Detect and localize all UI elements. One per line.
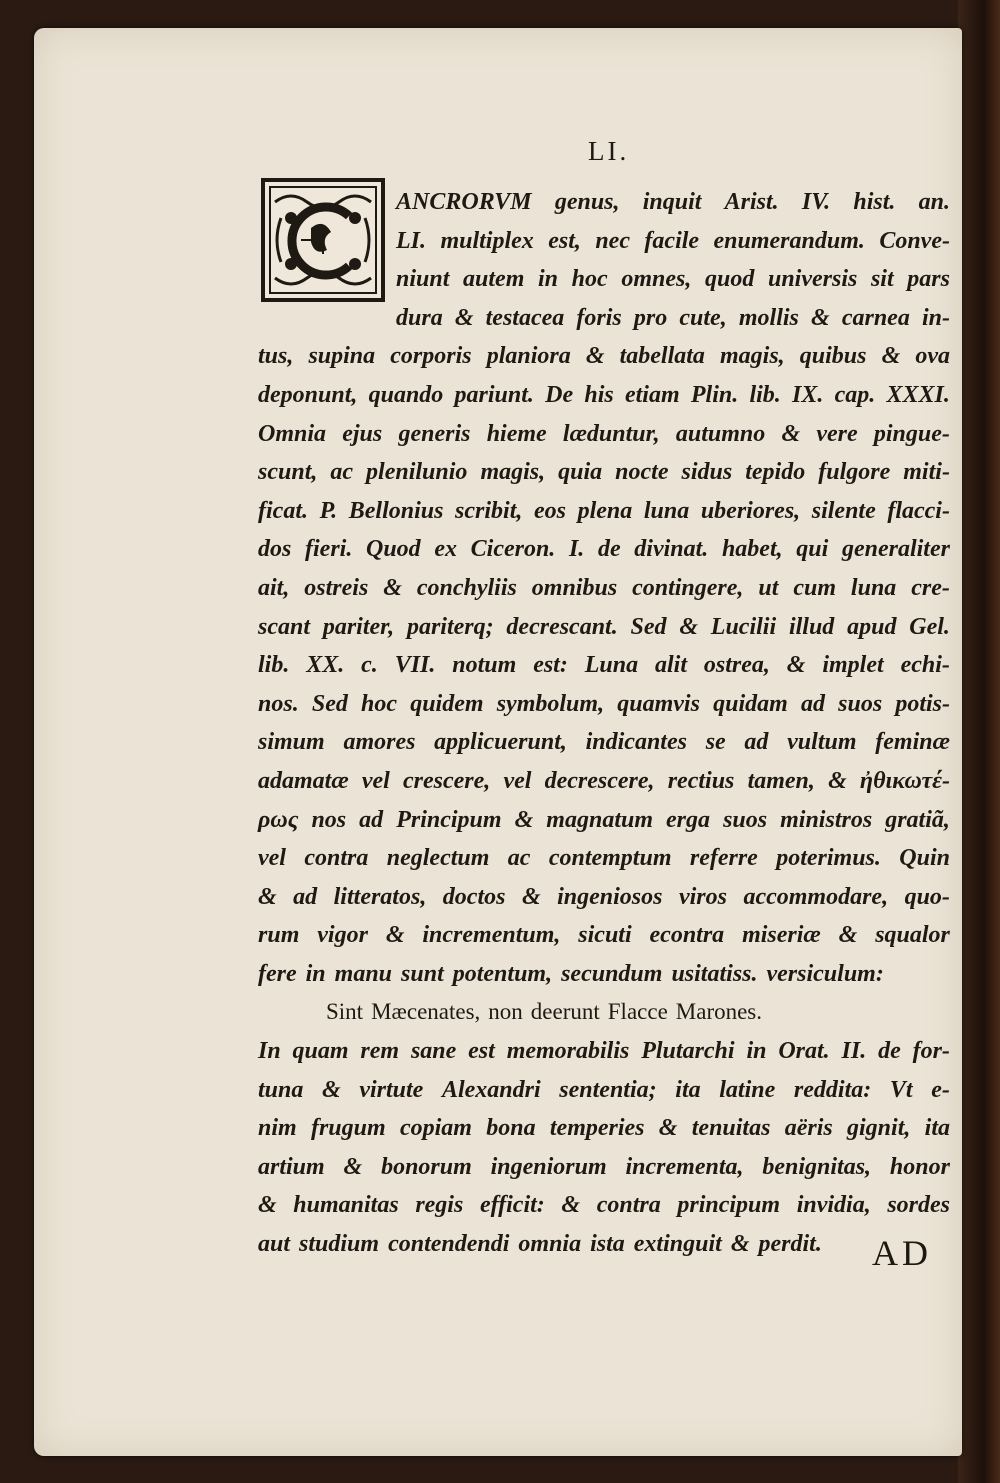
- text-line: [258, 260, 950, 299]
- word: vere: [816, 420, 858, 447]
- verse-line: [258, 993, 950, 1032]
- word: notum: [452, 652, 517, 679]
- word: miseriæ: [742, 922, 821, 949]
- word: Quin: [899, 845, 950, 872]
- text-line: [258, 1071, 950, 1110]
- word: memorabilis: [506, 1038, 630, 1065]
- word: supina: [308, 343, 376, 370]
- word: dura: [396, 304, 443, 331]
- word: mollis: [738, 304, 799, 331]
- word: est,: [548, 227, 581, 254]
- word: tamen,: [747, 767, 815, 794]
- word: &: [385, 922, 405, 949]
- word: &: [838, 922, 858, 949]
- word: potentum,: [452, 960, 553, 987]
- word: Omnia: [258, 420, 327, 447]
- text-line: [258, 1148, 950, 1187]
- text-line: [258, 376, 950, 415]
- word: Arist.: [724, 189, 779, 215]
- word: dos: [258, 536, 292, 563]
- text-line: [258, 530, 950, 569]
- word: autem: [463, 266, 525, 293]
- word: contra: [304, 845, 369, 872]
- word: &: [322, 1076, 341, 1103]
- word: generis: [398, 420, 471, 447]
- word: secundum: [561, 960, 663, 987]
- text-line: [258, 569, 950, 608]
- word: pariterq;: [406, 613, 494, 640]
- word: c.: [361, 652, 378, 679]
- word: VII.: [394, 652, 436, 679]
- word: Vt: [889, 1076, 913, 1103]
- word: silente: [811, 497, 876, 524]
- word: Conve-: [879, 227, 950, 254]
- word: pingue-: [873, 420, 950, 447]
- word: quibus: [799, 343, 867, 370]
- word: reddita:: [793, 1076, 872, 1103]
- page-number: LI.: [588, 136, 630, 166]
- word: quidam: [713, 690, 788, 717]
- word: suos: [838, 690, 883, 717]
- word: applicuerunt,: [434, 729, 567, 756]
- word: doctos: [442, 883, 506, 910]
- word: econtra: [649, 922, 725, 949]
- word: XX.: [306, 652, 345, 679]
- word: tabellata: [619, 343, 705, 370]
- word: cum: [793, 574, 836, 601]
- word: luna: [850, 574, 897, 601]
- word: simum: [258, 729, 325, 756]
- word: carnea: [841, 304, 910, 331]
- body-text: [258, 183, 950, 1264]
- word: magis,: [480, 459, 546, 486]
- word: in: [538, 266, 559, 293]
- word: decrescere,: [544, 767, 655, 794]
- word: ad: [800, 690, 825, 717]
- word: in-: [921, 304, 950, 331]
- word: quando: [368, 381, 444, 408]
- word: LI.: [396, 227, 426, 254]
- word: rem: [360, 1038, 400, 1065]
- word: ad: [359, 806, 384, 833]
- word: aëris: [784, 1115, 833, 1142]
- word: temperies: [549, 1115, 645, 1142]
- word: fere: [258, 960, 297, 987]
- word: pariter,: [322, 613, 395, 640]
- word: usitatiss.: [671, 960, 758, 987]
- word: indicantes: [585, 729, 687, 756]
- word: quia: [558, 459, 603, 486]
- word: &: [786, 652, 806, 679]
- word: deponunt,: [258, 381, 358, 408]
- word: aut: [258, 1231, 291, 1258]
- word: quamvis: [617, 690, 700, 717]
- word: est:: [533, 652, 568, 679]
- word: an.: [918, 189, 950, 215]
- word: I.: [568, 536, 585, 563]
- word: Bellonius: [348, 497, 444, 524]
- word: Gel.: [909, 613, 950, 640]
- word: lib.: [749, 381, 781, 408]
- word: genus,: [554, 189, 620, 215]
- text-line: [258, 916, 950, 955]
- word: sicuti: [578, 922, 632, 949]
- word: ingeniosos: [557, 883, 663, 910]
- word: frugum: [310, 1115, 386, 1142]
- word: symbolum,: [496, 690, 605, 717]
- word: apud: [847, 613, 897, 640]
- word: facile: [644, 227, 700, 254]
- word: in: [746, 1038, 767, 1065]
- word: magis,: [720, 343, 785, 370]
- word: uberiores,: [700, 497, 801, 524]
- word: enumerandum.: [713, 227, 865, 254]
- word: Marones.: [675, 999, 763, 1025]
- word: IX.: [792, 381, 824, 408]
- word: vel: [361, 767, 390, 794]
- word: squalor: [875, 922, 950, 949]
- text-line: [258, 183, 950, 222]
- word: planiora: [486, 343, 571, 370]
- text-line: [258, 1225, 950, 1264]
- text-line: [258, 955, 950, 994]
- word: tepido: [745, 459, 806, 486]
- word: copiam: [399, 1115, 472, 1142]
- text-line: [258, 299, 950, 338]
- text-line: [258, 839, 950, 878]
- word: viros: [678, 883, 727, 910]
- word: ostreis: [304, 574, 369, 601]
- word: Mæcenates,: [371, 999, 481, 1025]
- word: ac: [330, 459, 354, 486]
- word: &: [881, 343, 901, 370]
- word: divinat.: [634, 536, 709, 563]
- word: &: [521, 883, 541, 910]
- word: tenuitas: [691, 1115, 771, 1142]
- word: extinguit: [633, 1231, 722, 1258]
- word: contemptum: [548, 845, 672, 872]
- word: quam: [292, 1038, 349, 1065]
- text-line: [258, 801, 950, 840]
- word: studium: [299, 1231, 380, 1258]
- word: Sed: [311, 690, 348, 717]
- word: sententia;: [559, 1076, 657, 1103]
- word: ANCRORVM: [396, 189, 532, 215]
- word: efficit:: [479, 1192, 545, 1219]
- word: ejus: [342, 420, 383, 447]
- word: scribit,: [455, 497, 523, 524]
- word: gratiã,: [885, 806, 950, 833]
- word: suos: [723, 806, 768, 833]
- word: &: [679, 613, 698, 640]
- word: ita: [924, 1115, 950, 1142]
- word: ad: [293, 883, 318, 910]
- word: poterimus.: [776, 845, 881, 872]
- word: Quod: [365, 536, 421, 563]
- word: ac: [507, 845, 531, 872]
- word: manu: [334, 960, 393, 987]
- word: sordes: [887, 1192, 950, 1219]
- word: Orat.: [778, 1038, 830, 1065]
- word: autumno: [675, 420, 766, 447]
- word: In: [258, 1038, 281, 1065]
- word: &: [781, 420, 801, 447]
- text-line: [258, 878, 950, 917]
- text-line: [258, 415, 950, 454]
- word: virtute: [359, 1076, 424, 1103]
- word: feminæ: [875, 729, 950, 756]
- word: habet,: [721, 536, 783, 563]
- word: versiculum:: [766, 960, 884, 987]
- word: est: [468, 1038, 495, 1065]
- word: in: [305, 960, 326, 987]
- word: Flacce: [607, 999, 668, 1025]
- word: cap.: [834, 381, 876, 408]
- word: conchyliis: [416, 574, 517, 601]
- word: corporis: [390, 343, 472, 370]
- word: non: [488, 999, 523, 1025]
- word: honor: [889, 1153, 950, 1180]
- word: contendendi: [388, 1231, 510, 1258]
- word: decrescant.: [506, 613, 618, 640]
- word: hieme: [486, 420, 547, 447]
- word: plena: [577, 497, 633, 524]
- word: P.: [319, 497, 338, 524]
- word: ad: [744, 729, 769, 756]
- word: &: [730, 1231, 750, 1258]
- word: ita: [675, 1076, 701, 1103]
- word: e-: [931, 1076, 950, 1103]
- word: ex: [434, 536, 457, 563]
- text-line: [258, 492, 950, 531]
- word: gignit,: [847, 1115, 911, 1142]
- word: qui: [796, 536, 829, 563]
- word: ficat.: [258, 497, 308, 524]
- word: nim: [258, 1115, 297, 1142]
- word: sunt: [401, 960, 444, 987]
- word: Lucilii: [710, 613, 777, 640]
- word: vigor: [317, 922, 368, 949]
- word: fieri.: [305, 536, 353, 563]
- word: Sed: [630, 613, 667, 640]
- word: contingere,: [632, 574, 744, 601]
- word: amores: [343, 729, 416, 756]
- word: &: [258, 1192, 277, 1219]
- word: omnia: [518, 1231, 582, 1258]
- word: nos.: [258, 690, 299, 717]
- word: pars: [907, 266, 950, 293]
- word: referre: [689, 845, 758, 872]
- text-line: [258, 762, 950, 801]
- text-line: [258, 723, 950, 762]
- word: Ciceron.: [470, 536, 556, 563]
- word: incrementum,: [422, 922, 561, 949]
- word: IV.: [801, 189, 831, 215]
- word: XXXI.: [886, 381, 950, 408]
- word: multiplex: [440, 227, 534, 254]
- word: &: [658, 1115, 678, 1142]
- word: &: [828, 767, 847, 794]
- text-line: [258, 1032, 950, 1071]
- word: generaliter: [841, 536, 950, 563]
- word: sidus: [681, 459, 733, 486]
- word: foris: [576, 304, 622, 331]
- text-line: [258, 222, 950, 261]
- word: nos: [311, 806, 347, 833]
- word: Plutarchi: [641, 1038, 735, 1065]
- word: hoc: [571, 266, 608, 293]
- word: bona: [486, 1115, 536, 1142]
- word: Plin.: [690, 381, 739, 408]
- word: implet: [822, 652, 884, 679]
- word: testacea: [485, 304, 565, 331]
- word: ait,: [258, 574, 290, 601]
- word: vultum: [787, 729, 857, 756]
- word: benignitas,: [762, 1153, 872, 1180]
- text-line: [258, 646, 950, 685]
- word: for-: [912, 1038, 950, 1065]
- word: Sint: [326, 999, 364, 1025]
- word: Alexandri: [441, 1076, 541, 1103]
- word: ova: [915, 343, 950, 370]
- word: deerunt: [530, 999, 600, 1025]
- word: De: [545, 381, 574, 408]
- word: se: [705, 729, 726, 756]
- word: niunt: [396, 266, 450, 293]
- word: lib.: [258, 652, 290, 679]
- word: ministros: [780, 806, 873, 833]
- word: humanitas: [293, 1192, 399, 1219]
- word: etiam: [624, 381, 680, 408]
- word: luna: [643, 497, 690, 524]
- word: vel: [503, 767, 532, 794]
- word: principum: [677, 1192, 781, 1219]
- word: crescere,: [403, 767, 491, 794]
- word: artium: [258, 1153, 325, 1180]
- word: universis: [767, 266, 858, 293]
- word: ista: [590, 1231, 625, 1258]
- word: hist.: [853, 189, 896, 215]
- word: miti-: [903, 459, 950, 486]
- catchword: AD: [872, 1233, 932, 1273]
- word: litteratos,: [333, 883, 427, 910]
- word: &: [343, 1153, 363, 1180]
- word: nec: [595, 227, 630, 254]
- word: magnatum: [546, 806, 653, 833]
- word: rectius: [667, 767, 735, 794]
- word: hoc: [361, 690, 398, 717]
- word: &: [514, 806, 534, 833]
- word: &: [811, 304, 830, 331]
- word: Luna: [584, 652, 639, 679]
- word: &: [585, 343, 605, 370]
- word: incrementa,: [625, 1153, 744, 1180]
- word: illud: [788, 613, 835, 640]
- word: II.: [841, 1038, 867, 1065]
- word: de: [878, 1038, 901, 1065]
- word: accommodare,: [743, 883, 889, 910]
- word: &: [258, 883, 277, 910]
- word: adamatæ: [258, 767, 349, 794]
- word: ut: [758, 574, 779, 601]
- word: sit: [870, 266, 894, 293]
- word: latine: [719, 1076, 776, 1103]
- word: contra: [596, 1192, 661, 1219]
- word: omnibus: [531, 574, 618, 601]
- word: echi-: [900, 652, 950, 679]
- word: ingeniorum: [490, 1153, 607, 1180]
- word: neglectum: [386, 845, 490, 872]
- word: invidia,: [796, 1192, 871, 1219]
- word: scant: [258, 613, 311, 640]
- word: &: [383, 574, 402, 601]
- word: perdit.: [758, 1231, 822, 1258]
- word: his: [584, 381, 614, 408]
- word: sane: [410, 1038, 457, 1065]
- word: quo-: [904, 883, 950, 910]
- word: omnes,: [621, 266, 692, 293]
- word: quod: [704, 266, 755, 293]
- word: regis: [415, 1192, 464, 1219]
- text-line: [258, 608, 950, 647]
- word: fulgore: [818, 459, 891, 486]
- text-line: [258, 337, 950, 376]
- word: &: [454, 304, 474, 331]
- word: scunt,: [258, 459, 318, 486]
- word: tuna: [258, 1076, 304, 1103]
- word: vel: [258, 845, 286, 872]
- word: potis-: [895, 690, 950, 717]
- word: læduntur,: [562, 420, 660, 447]
- word: cre-: [911, 574, 950, 601]
- word: inquit: [642, 189, 702, 215]
- text-line: [258, 453, 950, 492]
- text-line: [258, 685, 950, 724]
- word: Principum: [396, 806, 502, 833]
- word: cute,: [679, 304, 727, 331]
- word: de: [597, 536, 621, 563]
- word: pro: [633, 304, 668, 331]
- word: pariunt.: [454, 381, 534, 408]
- word: nocte: [615, 459, 669, 486]
- word: tus,: [258, 343, 294, 370]
- book-spine-edge: [958, 0, 1000, 1483]
- word: eos: [533, 497, 566, 524]
- word: flacci-: [887, 497, 950, 524]
- word: bonorum: [381, 1153, 472, 1180]
- word: ostrea,: [703, 652, 770, 679]
- word: rum: [258, 922, 300, 949]
- text-line: [258, 1109, 950, 1148]
- word: erga: [666, 806, 711, 833]
- text-line: [258, 1186, 950, 1225]
- word: quidem: [410, 690, 484, 717]
- word: plenilunio: [366, 459, 468, 486]
- word: ρως: [258, 806, 299, 833]
- word: alit: [654, 652, 687, 679]
- word: ἠθικωτέ-: [859, 767, 950, 794]
- word: &: [561, 1192, 581, 1219]
